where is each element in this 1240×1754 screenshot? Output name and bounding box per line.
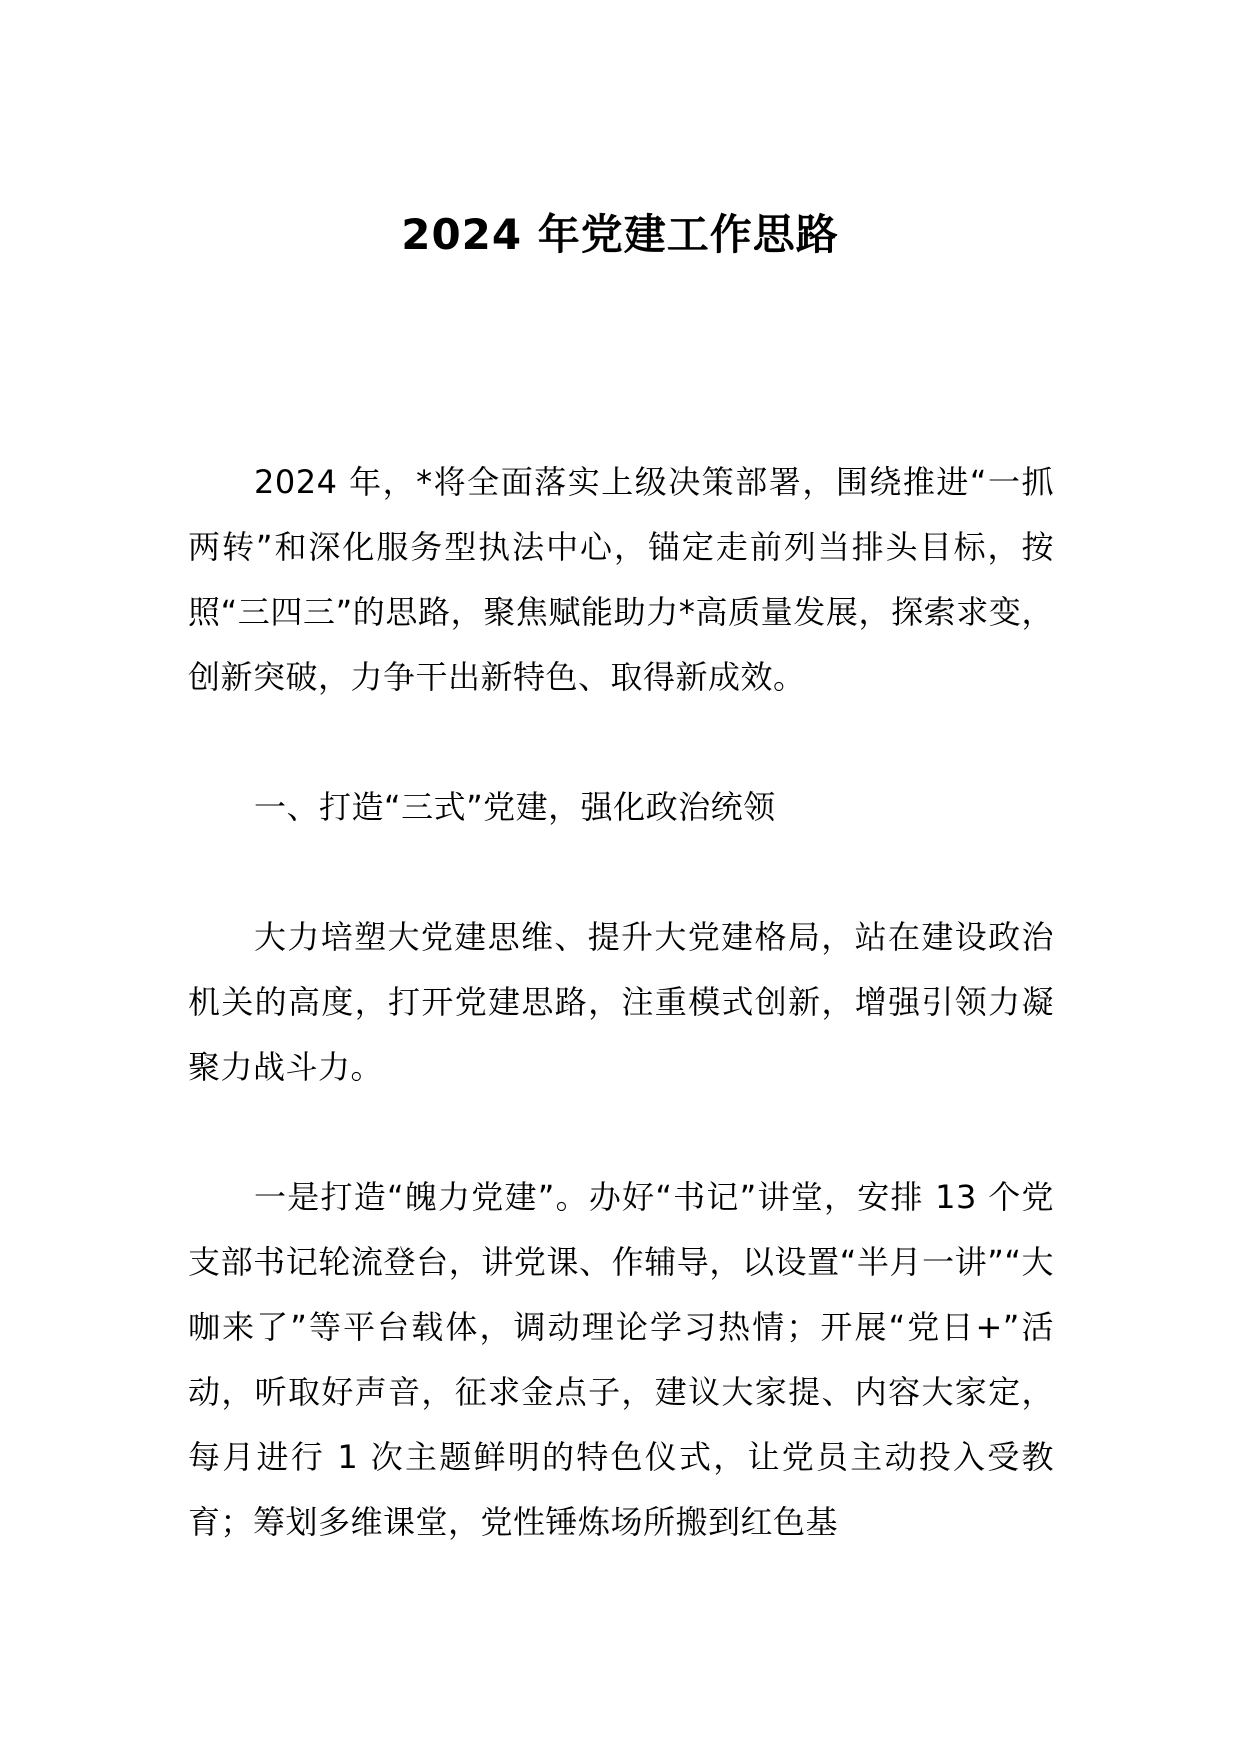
- point-1-paragraph: 一是打造“魄力党建”。办好“书记”讲堂，安排 13 个党支部书记轮流登台，讲党课、作辅导，以设置“半月一讲”“大咖来了”等平台载体，调动理论学习热情；开展“党日+”活动，听取好声音，征求金点子，建议大家提、内容大家定，每月进行 1 次主题鲜明的特色仪式，让党员主动投入受教育；筹划多维课堂，党性锤炼场所搬到红色基: [188, 1178, 1054, 1541]
- intro-paragraph: 2024 年，*将全面落实上级决策部署，围绕推进“一抓两转”和深化服务型执法中心，锚定走前列当排头目标，按照“三四三”的思路，聚焦赋能助力*高质量发展，探索求变，创新突破，力争干出新特色、取得新成效。: [188, 463, 1054, 696]
- section-1-paragraph: 大力培塑大党建思维、提升大党建格局，站在建设政治机关的高度，打开党建思路，注重模式创新，增强引领力凝聚力战斗力。: [188, 918, 1054, 1086]
- document-title: 2024 年党建工作思路: [401, 210, 839, 259]
- section-heading-1: 一、打造“三式”党建，强化政治统领: [254, 788, 776, 826]
